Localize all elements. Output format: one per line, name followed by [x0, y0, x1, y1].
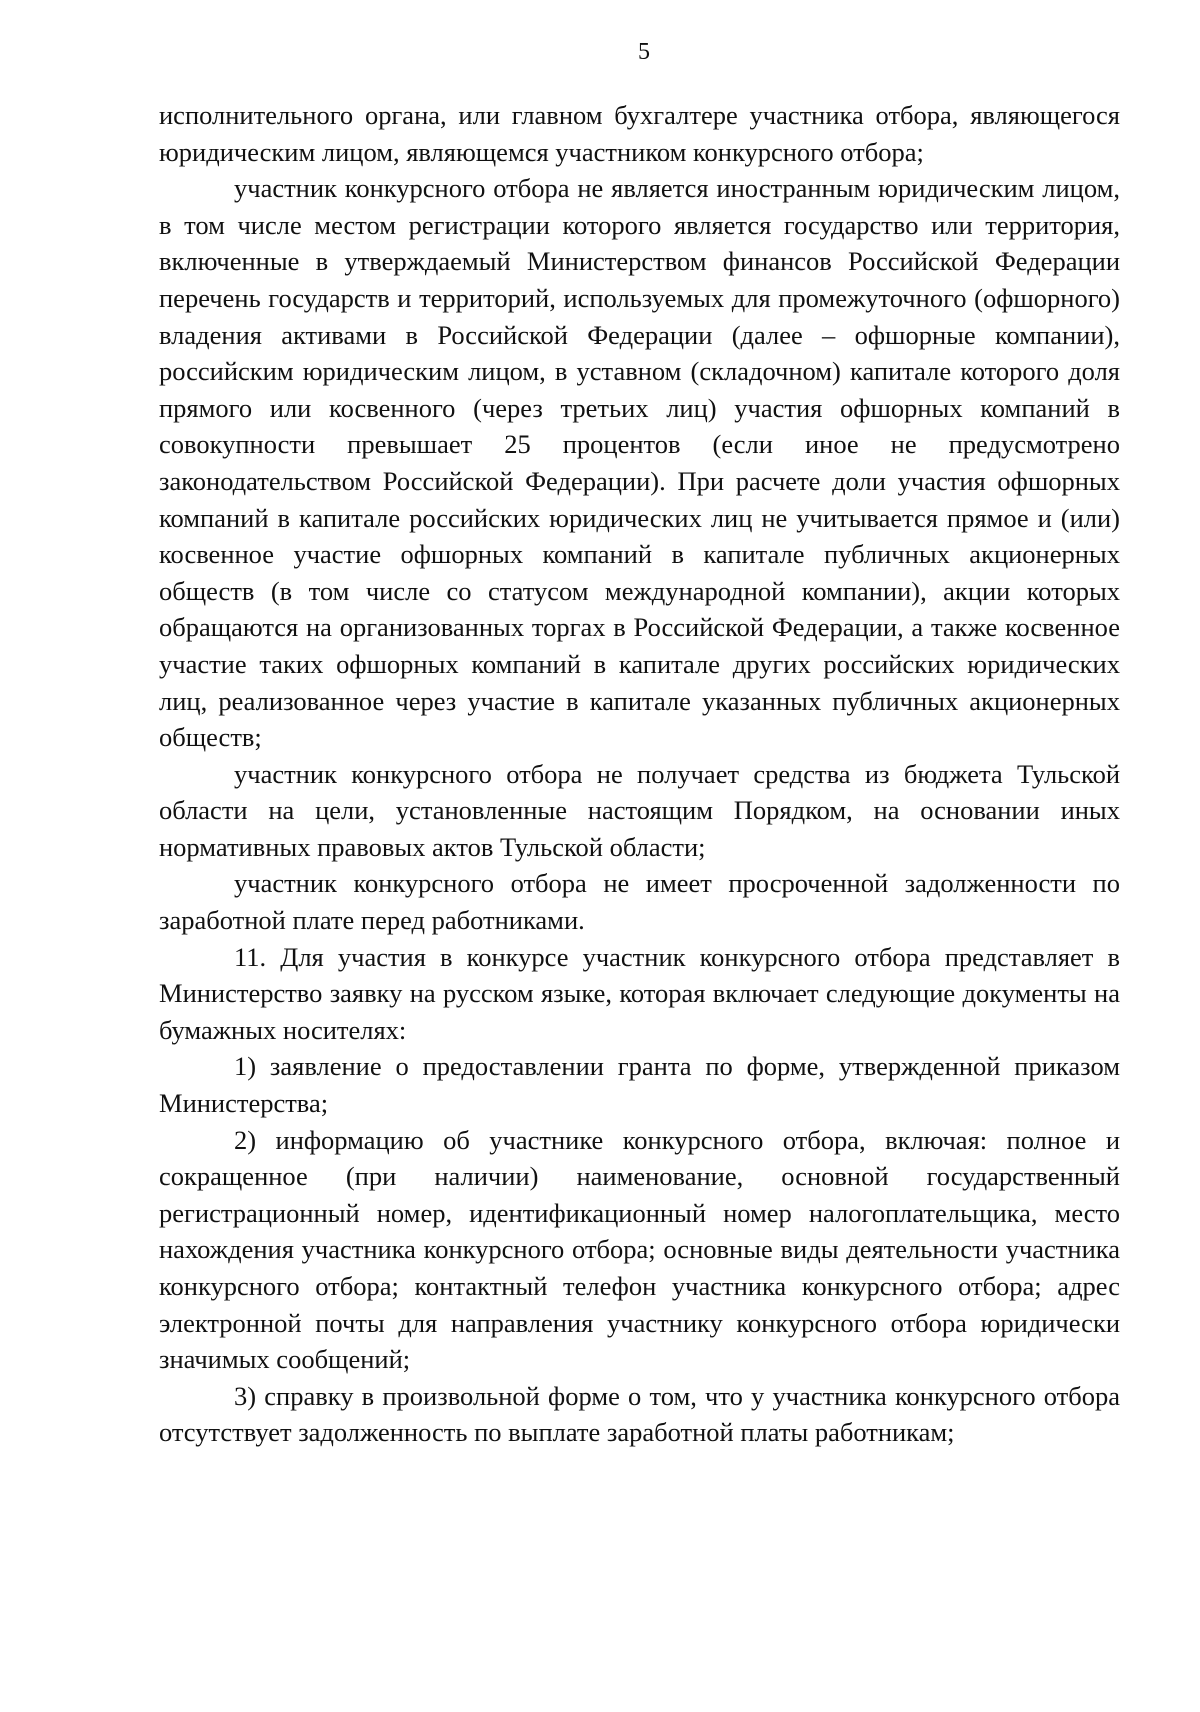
paragraph-offshore-condition: участник конкурсного отбора не является иностранным юридическим лицом, в том числе местом регистрации которого является государство или территория, включенные в утверждаемый Министерством финансов Российской Федерации перечень государств и территорий, используемых для промежуточного (офшорного) владения активами в Российской Федерации (далее – офшорные компании), российским юридическим лицом, в уставном (складочном) капитале которого доля прямого или косвенного (через третьих лиц) участия офшорных компаний в совокупности превышает 25 процентов (если иное не предусмотрено законодательством Российской Федерации). При расчете доли участия офшорных компаний в капитале российских юридических лиц не учитывается прямое и (или) косвенное участие офшорных компаний в капитале публичных акционерных обществ (в том числе со статусом международной компании), акции которых обращаются на организованных торгах в Российской Федерации, а также косвенное участие таких офшорных компаний в капитале других российских юридических лиц, реализованное через участие в капитале указанных публичных акционерных обществ; — [159, 173, 1120, 753]
paragraph-budget-condition: участник конкурсного отбора не получает средства из бюджета Тульской области на цели, установленные настоящим Порядком, на основании иных нормативных правовых актов Тульской области; — [159, 758, 1120, 862]
page-number: 5 — [638, 39, 650, 65]
paragraph-continuation: исполнительного органа, или главном бухгалтере участника отбора, являющегося юридическим лицом, являющемся участником конкурсного отбора; — [159, 100, 1120, 167]
document-body — [159, 97, 1120, 1451]
paragraph-subitem-2: 2) информацию об участнике конкурсного отбора, включая: полное и сокращенное (при наличии) наименование, основной государственный регистрационный номер, идентификационный номер налогоплательщика, место нахождения участника конкурсного отбора; основные виды деятельности участника конкурсного отбора; контактный телефон участника конкурсного отбора; адрес электронной почты для направления участнику конкурсного отбора юридически значимых сообщений; — [159, 1124, 1120, 1375]
paragraph-item-11: 11. Для участия в конкурсе участник конкурсного отбора представляет в Министерство заявку на русском языке, которая включает следующие документы на бумажных носителях: — [159, 941, 1120, 1045]
paragraph-salary-condition: участник конкурсного отбора не имеет просроченной задолженности по заработной плате перед работниками. — [159, 868, 1120, 936]
paragraph-subitem-3: 3) справку в произвольной форме о том, что у участника конкурсного отбора отсутствует задолженность по выплате заработной платы работникам; — [159, 1380, 1120, 1448]
paragraph-subitem-1: 1) заявление о предоставлении гранта по форме, утвержденной приказом Министерства; — [159, 1051, 1120, 1119]
